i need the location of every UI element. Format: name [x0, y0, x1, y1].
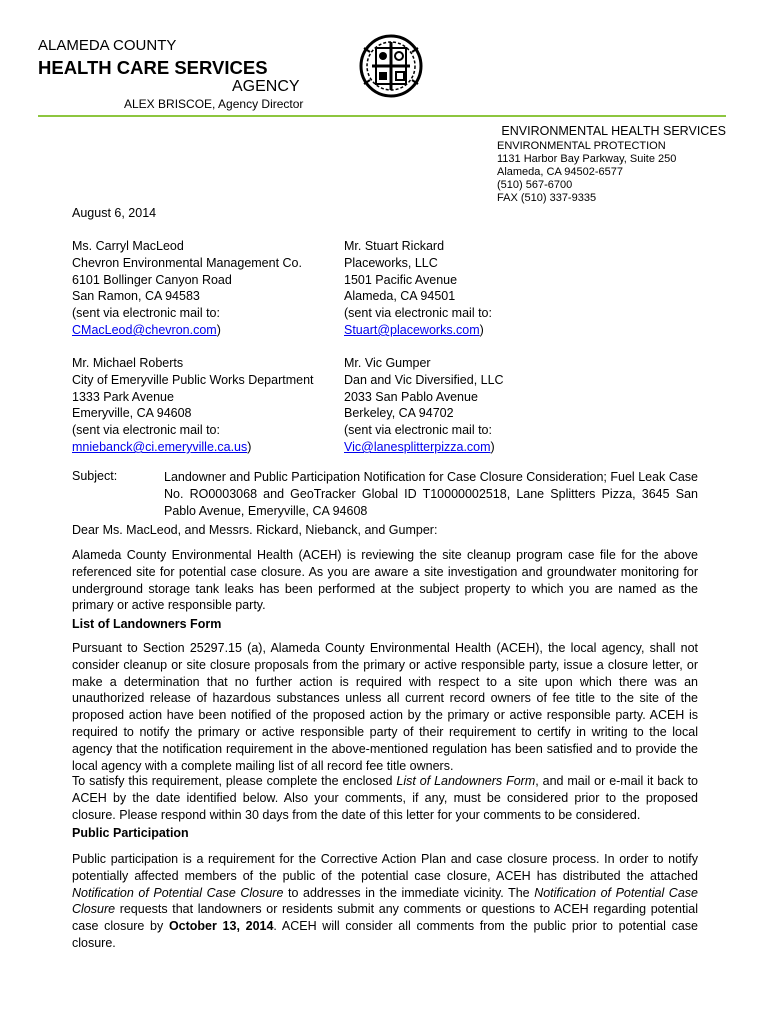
email-link[interactable]: CMacLeod@chevron.com	[72, 322, 217, 337]
address-line: FAX (510) 337-9335	[497, 192, 597, 204]
text-run: , and mail or e-mail it back to ACEH by the date identified below. Also your comments, if any, must be considered prior to the proposed closure. Please respond within 30 days from the date of this letter for your comments to be considered.	[72, 774, 698, 822]
letter-date: August 6, 2014	[72, 206, 157, 220]
salutation: Dear Ms. MacLeod, and Messrs. Rickard, Niebanck, and Gumper:	[72, 523, 438, 537]
recipient-line: Emeryville, CA 94608	[72, 406, 192, 421]
close-paren: )	[490, 439, 495, 454]
recipient-line: Alameda, CA 94501	[344, 289, 456, 304]
address-line: (510) 567-6700	[497, 179, 573, 191]
email-link[interactable]: Stuart@placeworks.com	[344, 322, 480, 337]
landowners-request-paragraph	[72, 773, 698, 823]
notice-title: Notification of Potential Case Closure	[72, 885, 698, 917]
close-paren: )	[479, 322, 484, 337]
recipient-block	[72, 355, 314, 456]
email-link[interactable]: mniebanck@ci.emeryville.ca.us	[72, 439, 248, 454]
section-heading-landowners: List of Landowners Form	[72, 617, 222, 631]
section-heading-public: Public Participation	[72, 826, 189, 840]
form-title: List of Landowners Form	[396, 774, 536, 788]
county-name: ALAMEDA COUNTY	[38, 37, 177, 54]
recipient-line: 1333 Park Avenue	[72, 389, 174, 404]
agency-label: AGENCY	[232, 78, 300, 95]
recipient-block	[344, 238, 492, 339]
deadline-date: October 13, 2014	[168, 919, 274, 934]
text-run: . ACEH will consider all comments from the public prior to potential case closure.	[72, 919, 698, 950]
notice-title: Notification of Potential Case Closure	[72, 885, 284, 900]
recipient-line: (sent via electronic mail to:	[72, 423, 220, 438]
text-run: To satisfy this requirement, please complete the enclosed	[72, 774, 397, 788]
recipient-line: Ms. Carryl MacLeod	[72, 239, 184, 253]
county-seal-logo	[356, 28, 426, 104]
recipient-line: (sent via electronic mail to:	[72, 306, 220, 321]
subject-text: Landowner and Public Participation Notification for Case Closure Consideration; Fuel Leak Case No. RO0003068 and GeoTracker Global ID T10000002518, Lane Splitters Pizza, 3645 San Pablo Avenue, Emeryville, CA 94608	[164, 470, 698, 518]
department-name: ENVIRONMENTAL HEALTH SERVICES	[501, 124, 726, 138]
recipient-line: 1501 Pacific Avenue	[344, 272, 458, 287]
close-paren: )	[247, 439, 252, 454]
recipient-line: (sent via electronic mail to:	[344, 306, 492, 321]
recipient-block	[72, 238, 302, 339]
public-participation-paragraph	[72, 851, 698, 952]
intro-paragraph: Alameda County Environmental Health (ACEH) is reviewing the site cleanup program case file for the above referenced site for potential case closure. As you are aware a site investigation and groundwater monitoring for underground storage tank leaks has been performed at the subject property to which you are named as the primary or active responsible party.	[72, 548, 698, 613]
recipient-line: City of Emeryville Public Works Department	[72, 372, 314, 387]
recipient-line: Chevron Environmental Management Co.	[72, 255, 302, 270]
recipient-line: San Ramon, CA 94583	[72, 289, 200, 304]
recipient-email-line	[344, 322, 492, 339]
agency-director: ALEX BRISCOE, Agency Director	[124, 97, 304, 111]
agency-title: HEALTH CARE SERVICES	[38, 57, 268, 78]
close-paren: )	[216, 322, 221, 337]
recipient-line: (sent via electronic mail to:	[344, 423, 492, 438]
recipient-line: Placeworks, LLC	[344, 255, 438, 270]
department-address	[497, 140, 676, 205]
email-link[interactable]: Vic@lanesplitterpizza.com	[344, 439, 491, 454]
recipient-line: Dan and Vic Diversified, LLC	[344, 372, 504, 387]
recipient-line: Mr. Michael Roberts	[72, 356, 184, 370]
recipient-block	[344, 355, 504, 456]
recipient-line: Mr. Stuart Rickard	[344, 239, 445, 253]
recipient-email-line	[72, 439, 314, 456]
recipient-email-line	[344, 439, 504, 456]
text-run: requests that landowners or residents submit any comments or questions to ACEH regarding potential case closure by	[72, 902, 698, 934]
recipient-line: 2033 San Pablo Avenue	[344, 389, 478, 404]
address-line: 1131 Harbor Bay Parkway, Suite 250	[497, 153, 677, 165]
recipient-email-line	[72, 322, 302, 339]
recipient-line: 6101 Bollinger Canyon Road	[72, 272, 232, 287]
address-line: ENVIRONMENTAL PROTECTION	[497, 140, 666, 152]
recipient-line: Mr. Vic Gumper	[344, 356, 431, 370]
text-run: to addresses in the immediate vicinity. The	[283, 885, 535, 900]
subject-label: Subject:	[72, 469, 118, 483]
landowners-paragraph: Pursuant to Section 25297.15 (a), Alameda County Environmental Health (ACEH), the local agency, shall not consider cleanup or site closure proposals from the primary or active responsible party, issue a closure letter, or make a determination that no further action is required with respect to a site upon which there was an unauthorized release of hazardous substances unless all current record owners of fee title to the site of the proposed action have been notified of the proposed action by the primary or active responsible party. ACEH is required to notify the primary or active responsible party of their requirement to certify in writing to the local agency that the notification requirement in the above-mentioned regulation has been satisfied and to provide the local agency with a complete mailing list of all record fee title owners.	[72, 641, 698, 773]
text-run: Public participation is a requirement for the Corrective Action Plan and case closure process. In order to notify potentially affected members of the public of the potential case closure, ACEH has distributed the attached	[72, 852, 698, 883]
letterhead-divider	[38, 115, 726, 117]
address-line: Alameda, CA 94502-6577	[497, 166, 623, 178]
recipient-line: Berkeley, CA 94702	[344, 406, 454, 421]
